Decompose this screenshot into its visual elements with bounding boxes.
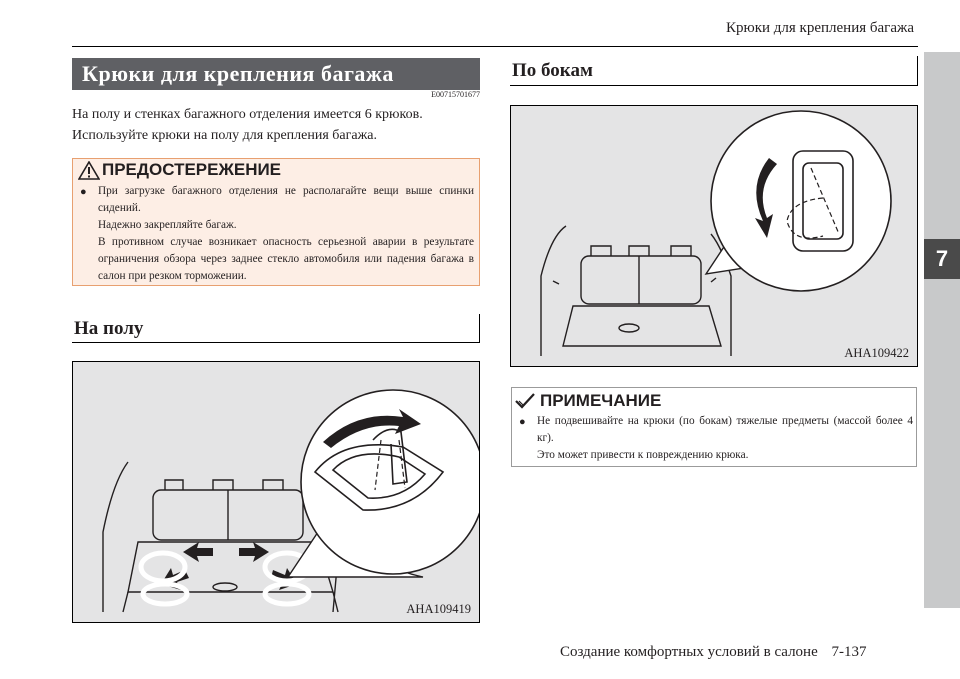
floor-heading: На полу [74, 318, 144, 339]
page-footer [560, 644, 867, 661]
note-line-1: Не подвешивайте на крюки (по бокам) тяжелые предметы (массой более 4 кг). [537, 415, 913, 444]
floor-hooks-figure [72, 361, 480, 623]
floor-heading-vrule [479, 314, 480, 343]
warning-line-3: В противном случае возникает опасность серьезной аварии в результате ограничения обзора через заднее стекло автомобиля или падения багажа в салон при резком торможении. [98, 236, 474, 282]
sides-heading: По бокам [512, 60, 593, 81]
sides-figure-code: AHA109422 [844, 346, 909, 360]
note-check-icon [514, 392, 536, 410]
intro-text: На полу и стенках багажного отделения имеется 6 крюков. Используйте крюки на полу для крепления багажа. [72, 107, 423, 143]
header-rule [72, 46, 918, 47]
floor-figure-code: AHA109419 [406, 602, 471, 616]
warning-title: ПРЕДОСТЕРЕЖЕНИЕ [102, 160, 282, 179]
warning-line-2: Надежно закрепляйте багаж. [98, 219, 237, 231]
note-heading [514, 391, 661, 411]
section-title: Крюки для крепления багажа [72, 58, 480, 90]
warning-heading [78, 160, 281, 180]
running-header: Крюки для крепления багажа [726, 20, 914, 36]
warning-text [80, 183, 474, 285]
note-bullet: ● [519, 416, 526, 428]
sides-heading-vrule [917, 56, 918, 86]
note-title: ПРИМЕЧАНИЕ [540, 391, 662, 410]
page-number: 7-137 [831, 644, 867, 660]
floor-heading-rule [72, 342, 480, 343]
footer-text: Создание комфортных условий в салоне [560, 644, 818, 660]
side-hooks-figure [510, 105, 918, 367]
warning-bullet: ● [80, 186, 87, 198]
note-text [519, 413, 913, 464]
sides-heading-rule [510, 85, 918, 86]
note-line-2: Это может привести к повреждению крюка. [537, 449, 749, 461]
chapter-number: 7 [924, 239, 960, 279]
warning-line-1: При загрузке багажного отделения не располагайте вещи выше спинки сидений. [98, 185, 474, 214]
cargo-floor-illustration [73, 362, 479, 622]
cargo-side-illustration [511, 106, 917, 366]
section-code: E00715701677 [431, 90, 480, 99]
warning-triangle-icon [78, 161, 100, 180]
chapter-side-tab [924, 52, 960, 608]
